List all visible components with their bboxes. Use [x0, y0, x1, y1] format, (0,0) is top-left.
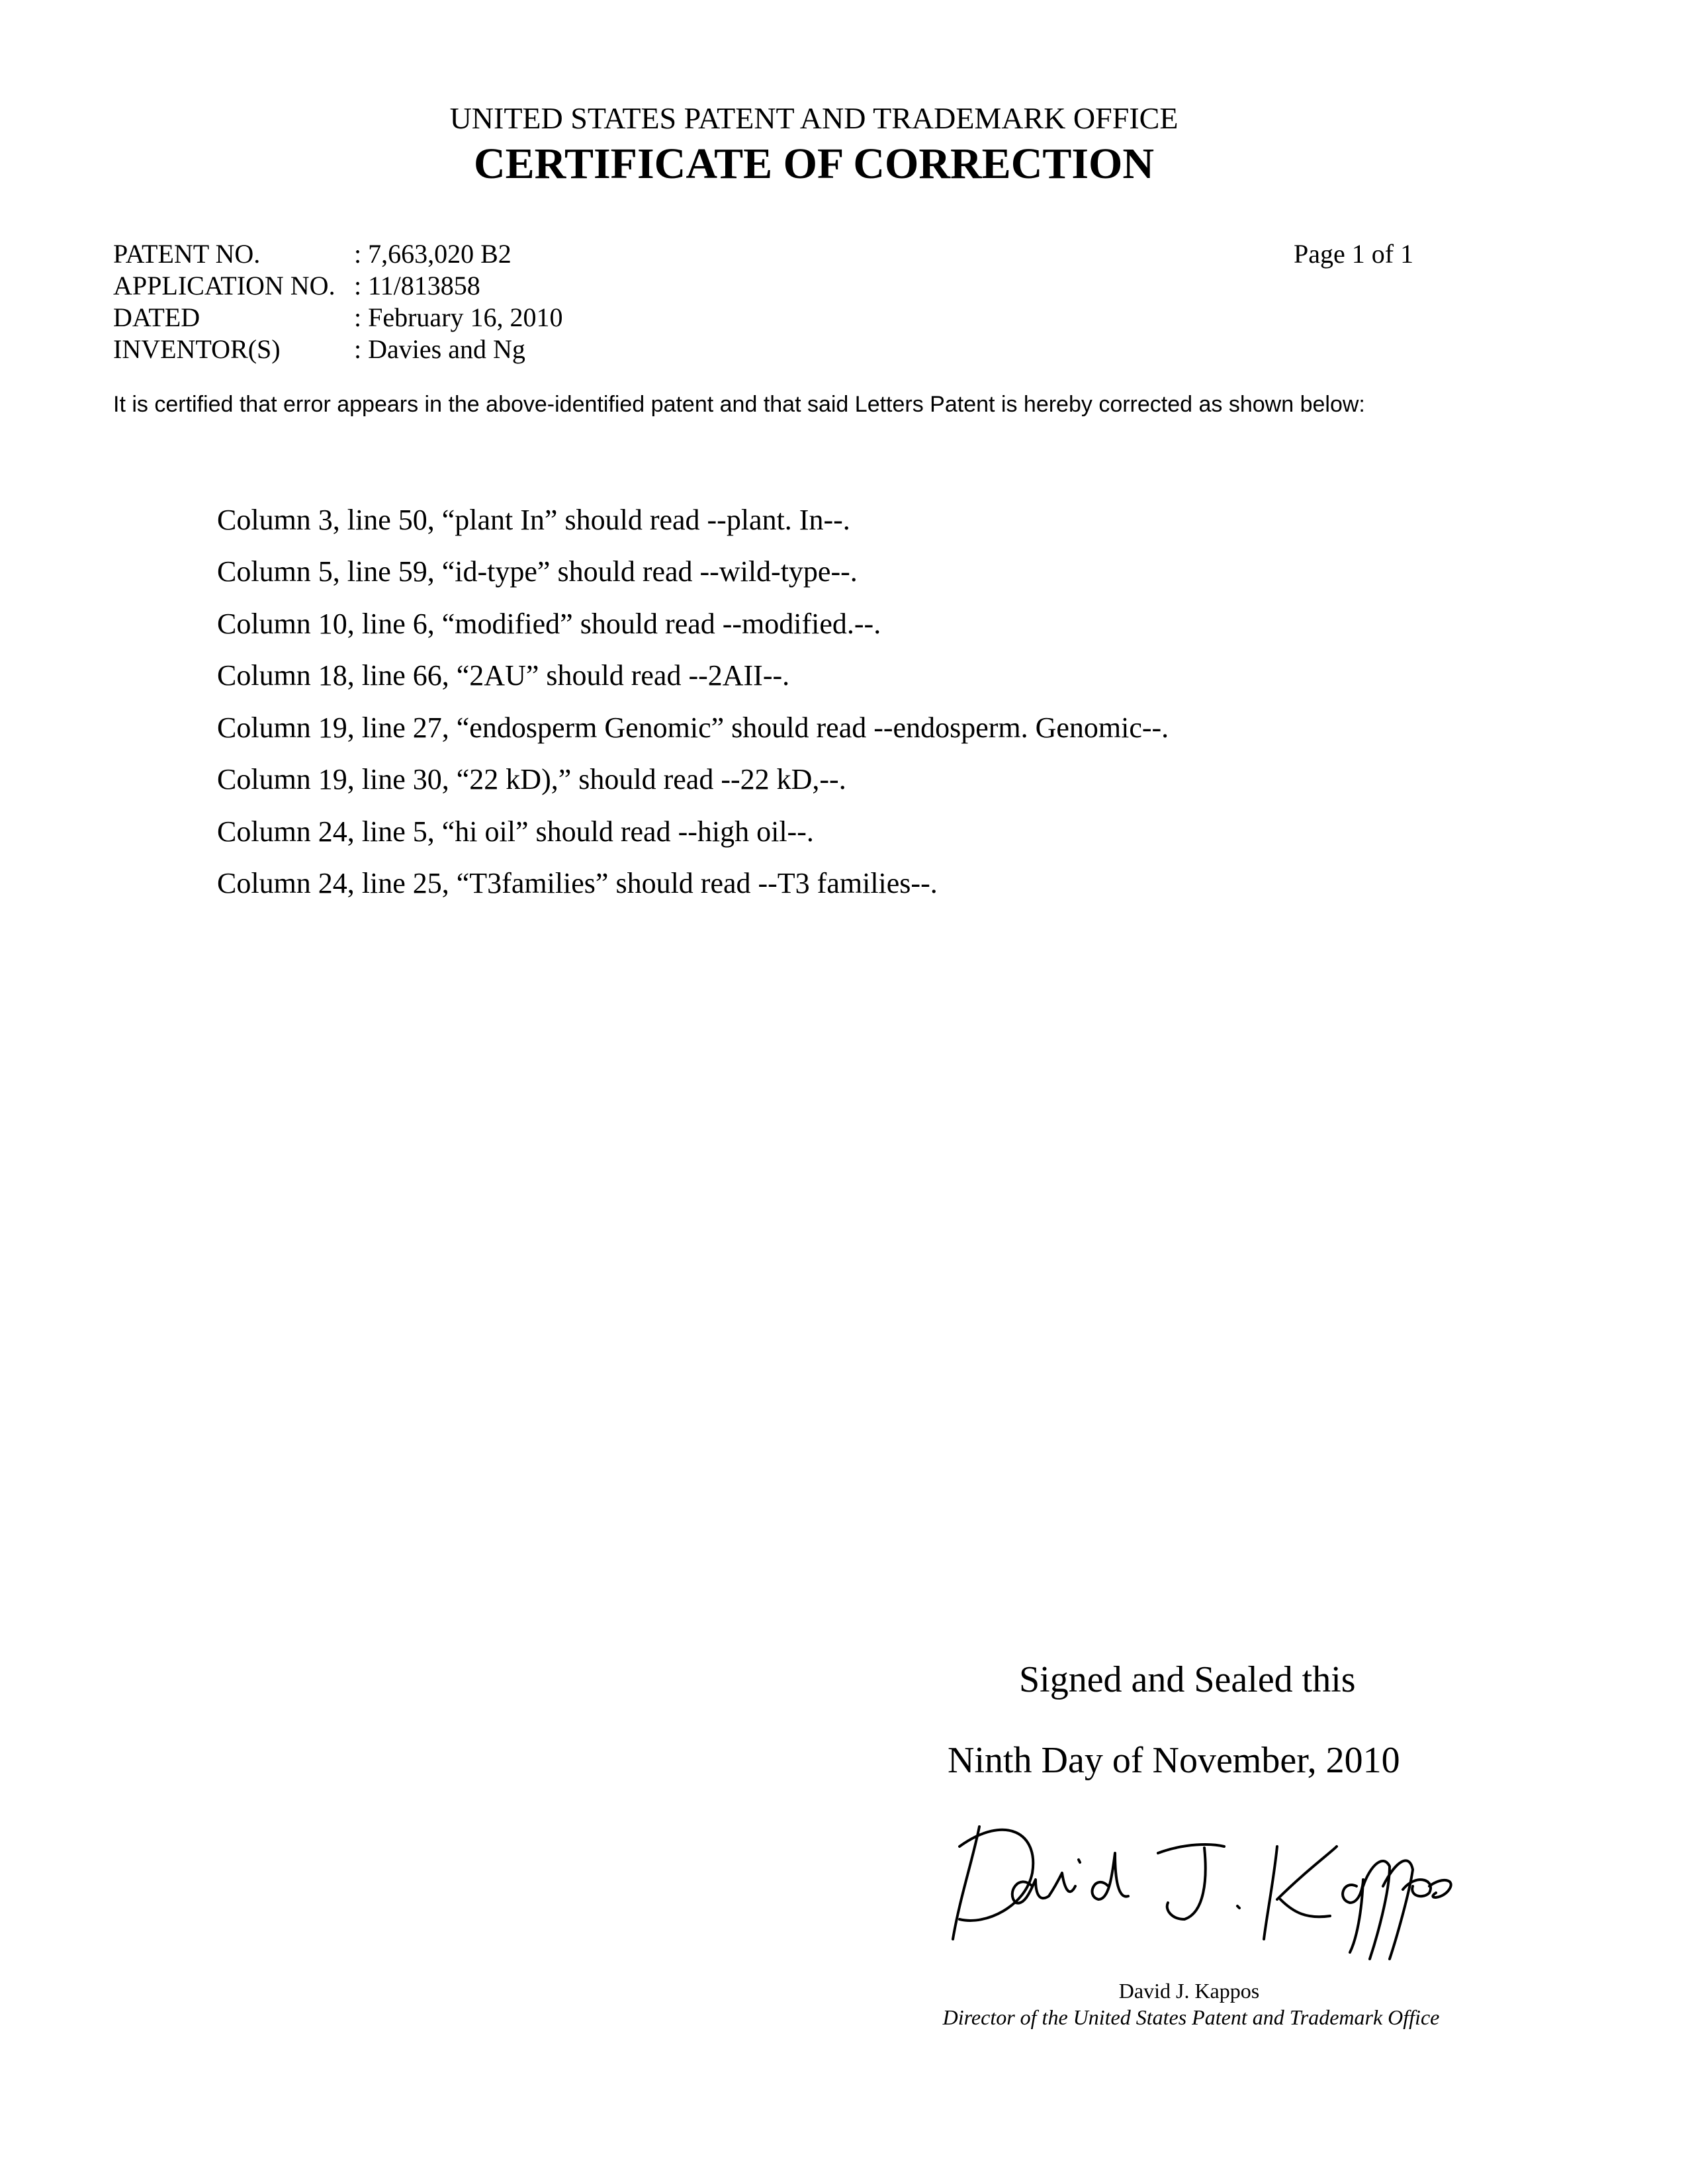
correction-item: Column 10, line 6, “modified” should read --modified.--.	[217, 607, 881, 641]
correction-item: Column 24, line 5, “hi oil” should read --high oil--.	[217, 815, 814, 848]
document-title: CERTIFICATE OF CORRECTION	[0, 139, 1628, 189]
meta-row-inventors	[113, 334, 525, 365]
certified-statement: It is certified that error appears in the above-identified patent and that said Letters Patent is hereby corrected as shown below:	[113, 392, 1365, 418]
correction-item: Column 18, line 66, “2AU” should read --2AII--.	[217, 659, 789, 692]
correction-item: Column 5, line 59, “id-type” should read --wild-type--.	[217, 555, 858, 588]
meta-label: DATED	[113, 302, 354, 333]
meta-label: APPLICATION NO.	[113, 270, 354, 301]
signed-date-line: Ninth Day of November, 2010	[948, 1739, 1400, 1782]
meta-label: PATENT NO.	[113, 238, 354, 269]
page-indicator: Page 1 of 1	[1294, 238, 1413, 269]
meta-value: : Davies and Ng	[354, 334, 525, 364]
signatory-title: Director of the United States Patent and Trademark Office	[933, 2005, 1449, 2030]
office-heading: UNITED STATES PATENT AND TRADEMARK OFFICE	[0, 101, 1628, 136]
meta-value: : February 16, 2010	[354, 302, 563, 332]
correction-item: Column 24, line 25, “T3families” should read --T3 families--.	[217, 866, 938, 900]
signatory-name: David J. Kappos	[0, 1979, 1694, 2003]
correction-item: Column 19, line 30, “22 kD),” should read --22 kD,--.	[217, 762, 846, 796]
meta-value: : 7,663,020 B2	[354, 239, 512, 269]
meta-value: : 11/813858	[354, 271, 480, 300]
meta-row-patent-no	[113, 238, 512, 269]
meta-row-dated	[113, 302, 563, 333]
signed-sealed-line: Signed and Sealed this	[1019, 1659, 1356, 1701]
correction-item: Column 3, line 50, “plant In” should read --plant. In--.	[217, 503, 850, 537]
meta-row-application-no	[113, 270, 480, 301]
correction-item: Column 19, line 27, “endosperm Genomic” should read --endosperm. Genomic--.	[217, 711, 1169, 745]
meta-label: INVENTOR(S)	[113, 334, 354, 365]
handwritten-signature	[933, 1807, 1462, 1966]
